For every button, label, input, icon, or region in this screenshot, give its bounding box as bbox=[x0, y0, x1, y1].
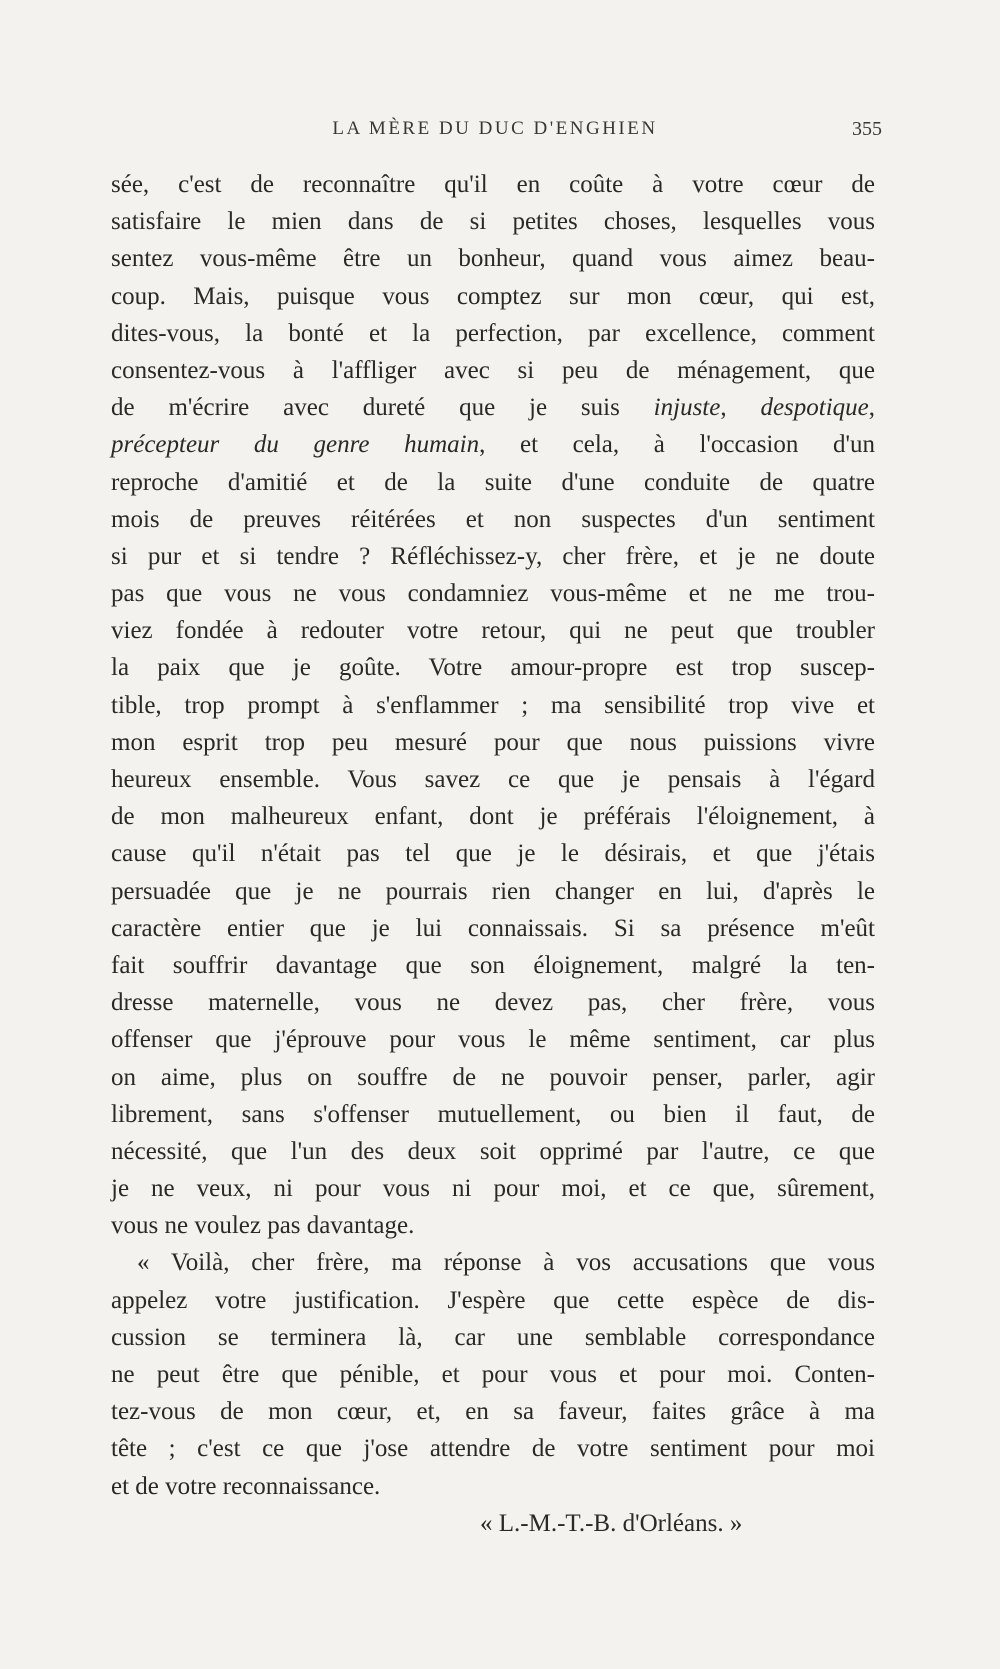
text-line: cause qu'il n'était pas tel que je le désirais, et que j'étais bbox=[111, 840, 875, 868]
text-line: tête ; c'est ce que j'ose attendre de votre sentiment pour moi bbox=[111, 1435, 875, 1463]
text-line: coup. Mais, puisque vous comptez sur mon cœur, qui est, bbox=[111, 282, 875, 310]
text-line: on aime, plus on souffre de ne pouvoir penser, parler, agir bbox=[111, 1063, 875, 1091]
text-line: tible, trop prompt à s'enflammer ; ma sensibilité trop vive et bbox=[111, 691, 875, 719]
text-line: dresse maternelle, vous ne devez pas, cher frère, vous bbox=[111, 989, 875, 1017]
text-segment: , et cela, à l'occasion d'un bbox=[479, 431, 875, 459]
text-line: sentez vous-même être un bonheur, quand vous aimez beau- bbox=[111, 245, 875, 273]
text-line: de m'écrire avec dureté que je suis injuste, despotique, bbox=[111, 394, 876, 422]
text-line: tez-vous de mon cœur, et, en sa faveur, faites grâce à ma bbox=[111, 1398, 875, 1426]
text-line: et de votre reconnaissance. bbox=[111, 1472, 381, 1500]
text-line: cussion se terminera là, car une semblable correspondance bbox=[111, 1323, 875, 1351]
body-text bbox=[111, 166, 875, 1542]
text-segment: de m'écrire avec dureté que je suis bbox=[111, 394, 620, 422]
text-line: je ne veux, ni pour vous ni pour moi, et ce que, sûrement, bbox=[111, 1175, 875, 1203]
text-line: viez fondée à redouter votre retour, qui ne peut que troubler bbox=[111, 617, 875, 645]
text-line: pas que vous ne vous condamniez vous-même et ne me trou- bbox=[111, 580, 875, 608]
text-line: sée, c'est de reconnaître qu'il en coûte à votre cœur de bbox=[111, 171, 875, 198]
text-line: caractère entier que je lui connaissais. Si sa présence m'eût bbox=[111, 914, 875, 942]
text-line: vous ne voulez pas davantage. bbox=[111, 1212, 415, 1240]
text-line: mon esprit trop peu mesuré pour que nous puissions vivre bbox=[111, 728, 875, 756]
text-line: « Voilà, cher frère, ma réponse à vos accusations que vous bbox=[137, 1249, 875, 1277]
text-line: si pur et si tendre ? Réfléchissez-y, cher frère, et je ne doute bbox=[111, 542, 875, 570]
text-line: appelez votre justification. J'espère que cette espèce de dis- bbox=[111, 1286, 875, 1314]
text-line: consentez-vous à l'affliger avec si peu de ménagement, que bbox=[111, 356, 875, 384]
text-line: nécessité, que l'un des deux soit opprimé par l'autre, ce que bbox=[111, 1137, 875, 1165]
text-line: de mon malheureux enfant, dont je préférais l'éloignement, à bbox=[111, 803, 875, 831]
signature-line: « L.-M.-T.-B. d'Orléans. » bbox=[480, 1509, 743, 1537]
running-title: LA MÈRE DU DUC D'ENGHIEN bbox=[332, 118, 658, 139]
page-number: 355 bbox=[852, 118, 882, 140]
italic-text: injuste bbox=[653, 394, 721, 422]
text-line bbox=[111, 426, 875, 463]
text-line: ne peut être que pénible, et pour vous et pour moi. Conten- bbox=[111, 1361, 875, 1388]
text-line: satisfaire le mien dans de si petites choses, lesquelles vous bbox=[111, 208, 875, 236]
text-line: fait souffrir davantage que son éloignement, malgré la ten- bbox=[111, 951, 875, 979]
text-line: persuadée que je ne pourrais rien changer en lui, d'après le bbox=[111, 877, 875, 905]
italic-text: précepteur du genre humain bbox=[111, 431, 480, 459]
text-line: reproche d'amitié et de la suite d'une conduite de quatre bbox=[111, 468, 875, 496]
running-head bbox=[110, 118, 880, 148]
text-line: mois de preuves réitérées et non suspectes d'un sentiment bbox=[111, 505, 875, 533]
text-line: offenser que j'éprouve pour vous le même sentiment, car plus bbox=[111, 1026, 875, 1054]
text-line: librement, sans s'offenser mutuellement, ou bien il faut, de bbox=[111, 1100, 875, 1128]
italic-text: despotique bbox=[760, 394, 869, 422]
text-line: heureux ensemble. Vous savez ce que je pensais à l'égard bbox=[111, 766, 875, 793]
text-line: dites-vous, la bonté et la perfection, par excellence, comment bbox=[111, 319, 875, 347]
text-line: la paix que je goûte. Votre amour-propre est trop suscep- bbox=[111, 654, 875, 682]
